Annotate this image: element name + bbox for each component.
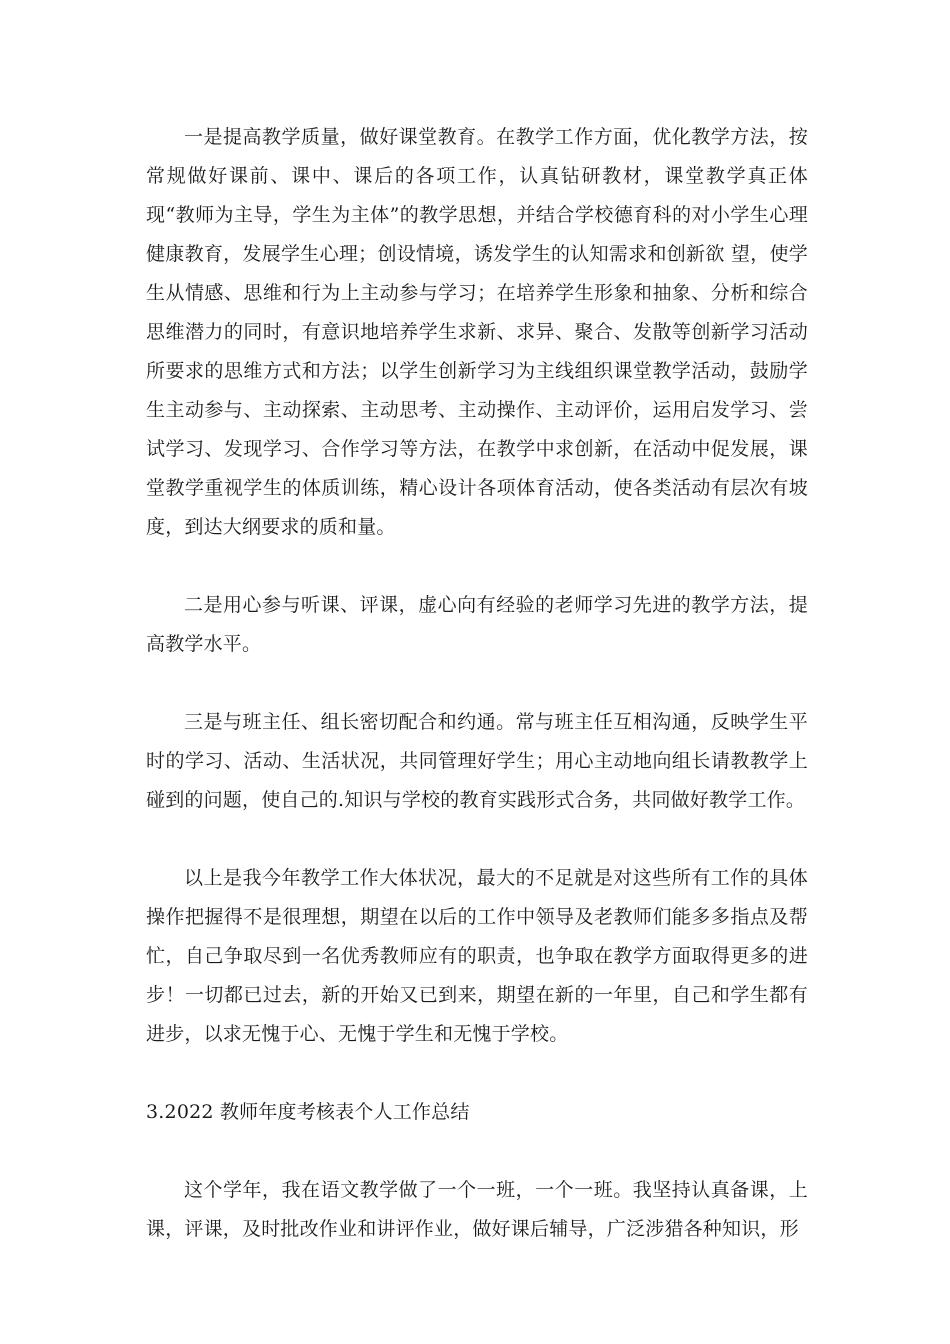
paragraph-cooperation: 三是与班主任、组长密切配合和约通。常与班主任互相沟通，反映学生平时的学习、活动、生活状况，共同管理好学生；用心主动地向组长请教教学上碰到的问题，使自己的.知识与学校的教育实践形式合务，共同做好教学工作。 — [146, 711, 808, 811]
paragraph-school-year: 这个学年，我在语文教学做了一个一班，一个一班。我坚持认真备课，上课，评课，及时批改作业和讲评作业，做好课后辅导，广泛涉猎各种知识，形 — [146, 1179, 808, 1240]
paragraph-lesson-observation: 二是用心参与听课、评课，虚心向有经验的老师学习先进的教学方法，提高教学水平。 — [146, 594, 808, 655]
paragraph-summary: 以上是我今年教学工作大体状况，最大的不足就是对这些所有工作的具体操作把握得不是很理想，期望在以后的工作中领导及老教师们能多多指点及帮忙，自己争取尽到一名优秀教师应有的职责，也争取在教学方面取得更多的进步！一切都已过去，新的开始又已到来，期望在新的一年里，自己和学生都有进步，以求无愧于心、无愧于学生和无愧于学校。 — [146, 867, 808, 1045]
paragraph-teaching-quality: 一是提高教学质量，做好课堂教育。在教学工作方面，优化教学方法，按常规做好课前、课中、课后的各项工作，认真钻研教材，课堂教学真正体现“教师为主导，学生为主体”的教学思想，并结合学校德育科的对小学生心理健康教育，发展学生心理；创设情境，诱发学生的认知需求和创新欲 望，使学生从情感、思维和行为上主动参与学习；在培养学生形象和抽象、分析和综合思维潜力的同时，有意识地培养学生求新、求异、聚合、发散等创新学习活动所要求的思维方式和方法；以学生创新学习为主线组织课堂教学活动，鼓励学生主动参与、主动探索、主动思考、主动操作、主动评价，运用启发学习、尝试学习、发现学习、合作学习等方法，在教学中求创新，在活动中促发展，课堂教学重视学生的体质训练，精心设计各项体育活动，使各类活动有层次有坡度，到达大纲要求的质和量。 — [146, 126, 808, 538]
document-body — [146, 118, 808, 1249]
section-heading: 3.2022 教师年度考核表个人工作总结 — [146, 1101, 470, 1123]
